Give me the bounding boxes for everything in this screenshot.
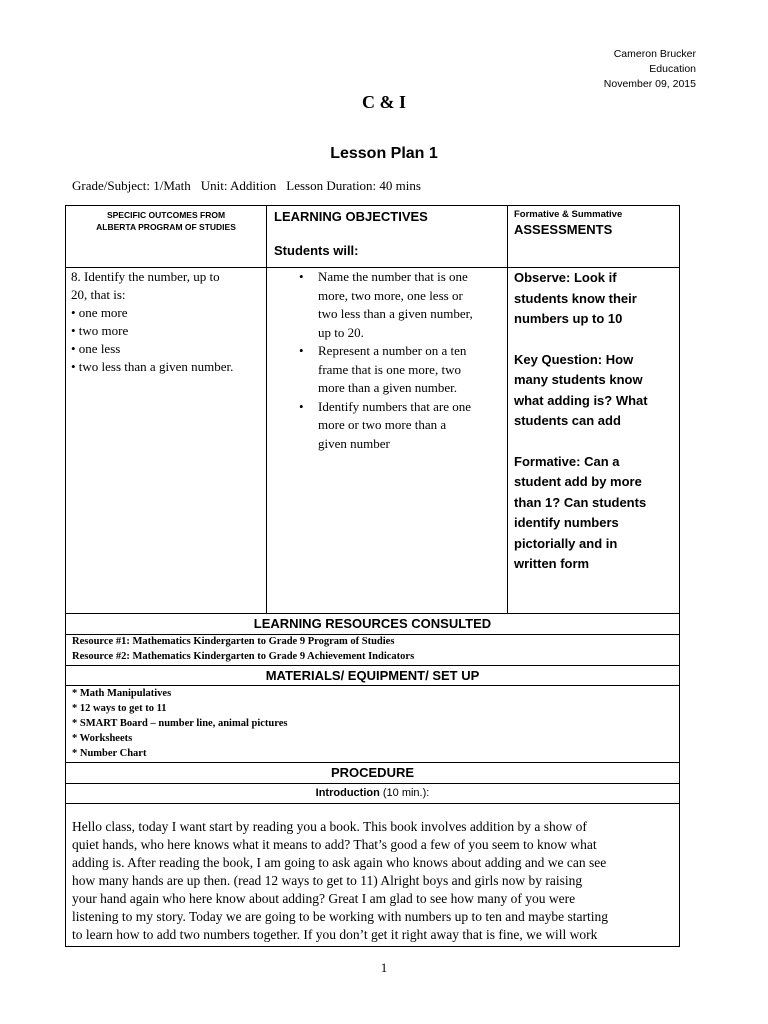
objective-line: more than a given number.: [318, 380, 457, 395]
intro-line: your hand again who here know about adding? Great I am glad to see how many of you were: [72, 891, 576, 906]
duration: Lesson Duration: 40 mins: [286, 178, 421, 193]
objectives-list: [267, 268, 501, 453]
assessment-line: identify numbers: [514, 515, 619, 530]
assessment-line: Key Question: How: [514, 351, 634, 367]
objective-item: [318, 342, 501, 398]
outcomes-cell: [66, 268, 267, 614]
grade-subject: Grade/Subject: 1/Math: [72, 178, 191, 193]
objective-line: up to 20.: [318, 324, 364, 340]
assessment-item: [514, 350, 675, 432]
assessment-line: student add by more: [514, 474, 642, 489]
intro-line: listening to my story. Today we are going to be working with numbers up to ten and maybe starting: [72, 909, 608, 924]
introduction-row: [66, 804, 680, 947]
assessment-item: [514, 452, 675, 575]
materials-heading: MATERIALS/ EQUIPMENT/ SET UP: [66, 666, 680, 686]
resources-row: [66, 635, 680, 666]
unit: Unit: Addition: [200, 178, 277, 193]
material-item: * Worksheets: [72, 733, 133, 744]
lesson-title: Lesson Plan 1: [330, 145, 438, 162]
document-header: [604, 47, 696, 92]
assessments-title: ASSESSMENTS: [514, 222, 613, 237]
assessment-line: Observe: Look if: [514, 270, 617, 285]
material-item: * SMART Board – number line, animal pictures: [72, 718, 288, 729]
intro-line: Hello class, today I want start by reading you a book. This book involves addition by a show of: [72, 819, 587, 834]
resources-heading-row: [66, 614, 680, 635]
assessment-line: what adding is? What: [514, 392, 648, 408]
page-number: 1: [380, 960, 388, 975]
table-header-row: [66, 206, 680, 268]
introduction-heading: [66, 784, 680, 804]
material-item: * Math Manipulatives: [72, 688, 172, 699]
procedure-heading-row: [66, 763, 680, 784]
department: Education: [649, 63, 696, 75]
assessment-line: written form: [514, 556, 590, 571]
objectives-title: LEARNING OBJECTIVES: [274, 209, 428, 224]
intro-line: quiet hands, who here knows what it means to add? That’s good a few of you seem to know what: [72, 837, 597, 852]
objective-item: [318, 398, 501, 454]
objective-line: • Identify numbers that are one: [318, 398, 472, 414]
objectives-header: [267, 206, 508, 268]
outcome-line: • two more: [71, 323, 129, 338]
objectives-cell: [267, 268, 508, 614]
intro-line: adding is. After reading the book, I am going to ask again who knows about adding and we can see: [72, 855, 607, 870]
objective-item: [318, 268, 501, 342]
materials-heading-row: [66, 666, 680, 686]
outcomes-header-line: ALBERTA PROGRAM OF STUDIES: [96, 222, 236, 232]
introduction-time: (10 min.):: [382, 787, 430, 799]
resources-cell: [66, 635, 680, 666]
assessments-cell: [508, 268, 680, 614]
resources-heading: LEARNING RESOURCES CONSULTED: [66, 614, 680, 635]
intro-line: how many hands are up then. (read 12 ways to get to 11) Alright boys and girls now by raising: [72, 873, 583, 888]
author-name: Cameron Brucker: [613, 48, 696, 60]
introduction-label: Introduction: [315, 787, 380, 799]
assessment-line: than 1? Can students: [514, 494, 647, 510]
objective-line: frame that is one more, two: [318, 361, 461, 377]
lesson-plan-table: [65, 205, 680, 947]
outcomes-header-line: SPECIFIC OUTCOMES FROM: [106, 210, 226, 220]
outcome-line: • two less than a given number.: [71, 359, 234, 374]
assessment-line: pictorially and in: [514, 535, 618, 551]
assessments-header: [508, 206, 680, 268]
assessment-line: Formative: Can a: [514, 453, 620, 469]
objective-line: given number: [318, 435, 390, 451]
objectives-subtitle: Students will:: [274, 243, 359, 258]
assessments-kind: Formative & Summative: [514, 209, 623, 220]
assessment-line: students can add: [514, 413, 621, 428]
assessment-item: [514, 268, 675, 330]
procedure-heading: PROCEDURE: [66, 763, 680, 784]
introduction-heading-row: [66, 784, 680, 804]
materials-cell: [66, 686, 680, 763]
resource-item: Resource #1: Mathematics Kindergarten to Grade 9 Program of Studies: [72, 636, 395, 647]
outcome-line: • one more: [71, 305, 128, 320]
outcome-line: 8. Identify the number, up to: [71, 269, 220, 284]
assessment-line: numbers up to 10: [514, 311, 623, 326]
document-title: C & I: [362, 92, 406, 112]
resource-item: Resource #2: Mathematics Kindergarten to Grade 9 Achievement Indicators: [72, 650, 415, 662]
materials-row: [66, 686, 680, 763]
introduction-text: [66, 804, 680, 947]
material-item: * 12 ways to get to 11: [72, 703, 167, 714]
objective-line: • Name the number that is one: [318, 269, 468, 284]
objective-line: more or two more than a: [318, 417, 447, 432]
assessment-line: many students know: [514, 372, 643, 387]
intro-line: to learn how to add two numbers together. If you don’t get it right away that is fine, we will work: [72, 927, 598, 942]
objective-line: two less than a given number,: [318, 306, 473, 321]
outcome-line: 20, that is:: [71, 287, 126, 302]
table-content-row: [66, 268, 680, 614]
outcomes-header: [66, 206, 267, 268]
objective-line: more, two more, one less or: [318, 287, 463, 303]
objective-line: • Represent a number on a ten: [318, 343, 467, 358]
lesson-meta: [72, 178, 431, 194]
material-item: * Number Chart: [72, 748, 147, 759]
document-date: November 09, 2015: [603, 78, 696, 90]
outcome-line: • one less: [71, 341, 121, 356]
assessment-line: students know their: [514, 290, 637, 306]
